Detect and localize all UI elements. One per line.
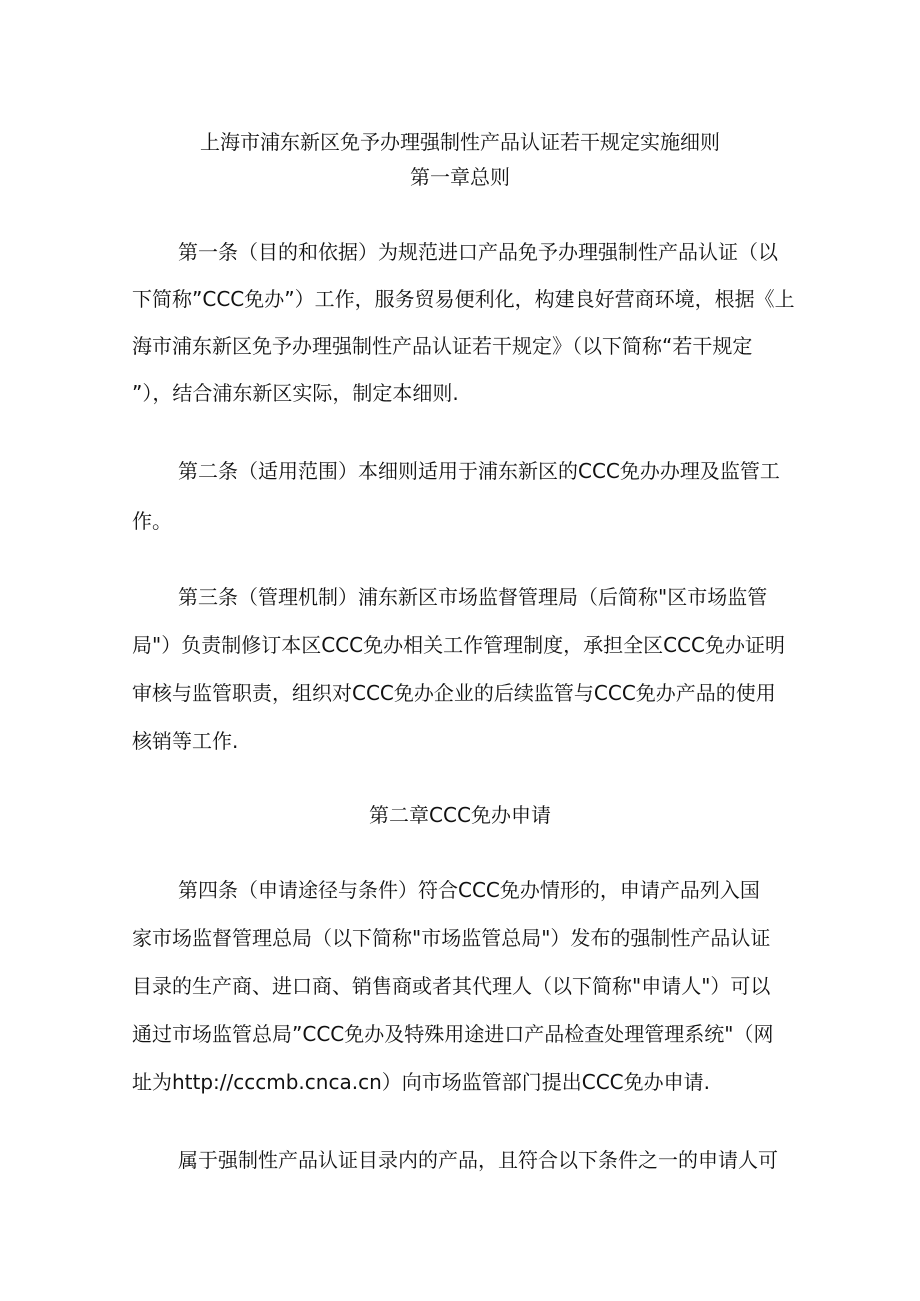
article-4-line-2: 家市场监督管理总局（以下简称"市场监管总局"）发布的强制性产品认证 [132, 926, 771, 950]
chapter-2-heading: 第二章CCC免办申请 [369, 803, 551, 827]
article-4-line-3: 目录的生产商、进口商、销售商或者其代理人（以下简称"申请人"）可以 [132, 974, 771, 998]
article-3-line-2: 局"）负责制修订本区CCC免办相关工作管理制度，承担全区CCC免办证明 [132, 633, 785, 657]
article-1-line-3: 海市浦东新区免予办理强制性产品认证若干规定》（以下简称“若干规定 [132, 334, 753, 358]
article-4-line-5: 址为http://cccmb.cnca.cn）向市场监管部门提出CCC免办申请. [132, 1070, 710, 1094]
article-2-line-2: 作。 [132, 509, 172, 533]
chapter-1-heading: 第一章总则 [410, 165, 510, 189]
article-3-line-1: 第三条（管理机制）浦东新区市场监督管理局（后简称"区市场监管 [178, 585, 768, 609]
article-4-line-4: 通过市场监管总局”CCC免办及特殊用途进口产品检查处理管理系统"（网 [132, 1022, 774, 1046]
document-title: 上海市浦东新区免予办理强制性产品认证若干规定实施细则 [200, 130, 720, 154]
article-1-line-4: ”），结合浦东新区实际，制定本细则. [132, 381, 459, 405]
article-3-line-3: 审核与监管职责，组织对CCC免办企业的后续监管与CCC免办产品的使用 [132, 681, 776, 705]
article-1-line-2: 下简称”CCC免办”）工作，服务贸易便利化，构建良好营商环境，根据《上 [132, 287, 795, 311]
article-2-line-1: 第二条（适用范围）本细则适用于浦东新区的CCC免办办理及监管工 [178, 459, 780, 483]
article-1-line-1: 第一条（目的和依据）为规范进口产品免予办理强制性产品认证（以 [178, 240, 778, 264]
article-4-line-1: 第四条（申请途径与条件）符合CCC免办情形的，申请产品列入国 [178, 878, 760, 902]
article-4-continued-line-1: 属于强制性产品认证目录内的产品，且符合以下条件之一的申请人可 [178, 1148, 778, 1172]
article-3-line-4: 核销等工作. [132, 729, 239, 753]
